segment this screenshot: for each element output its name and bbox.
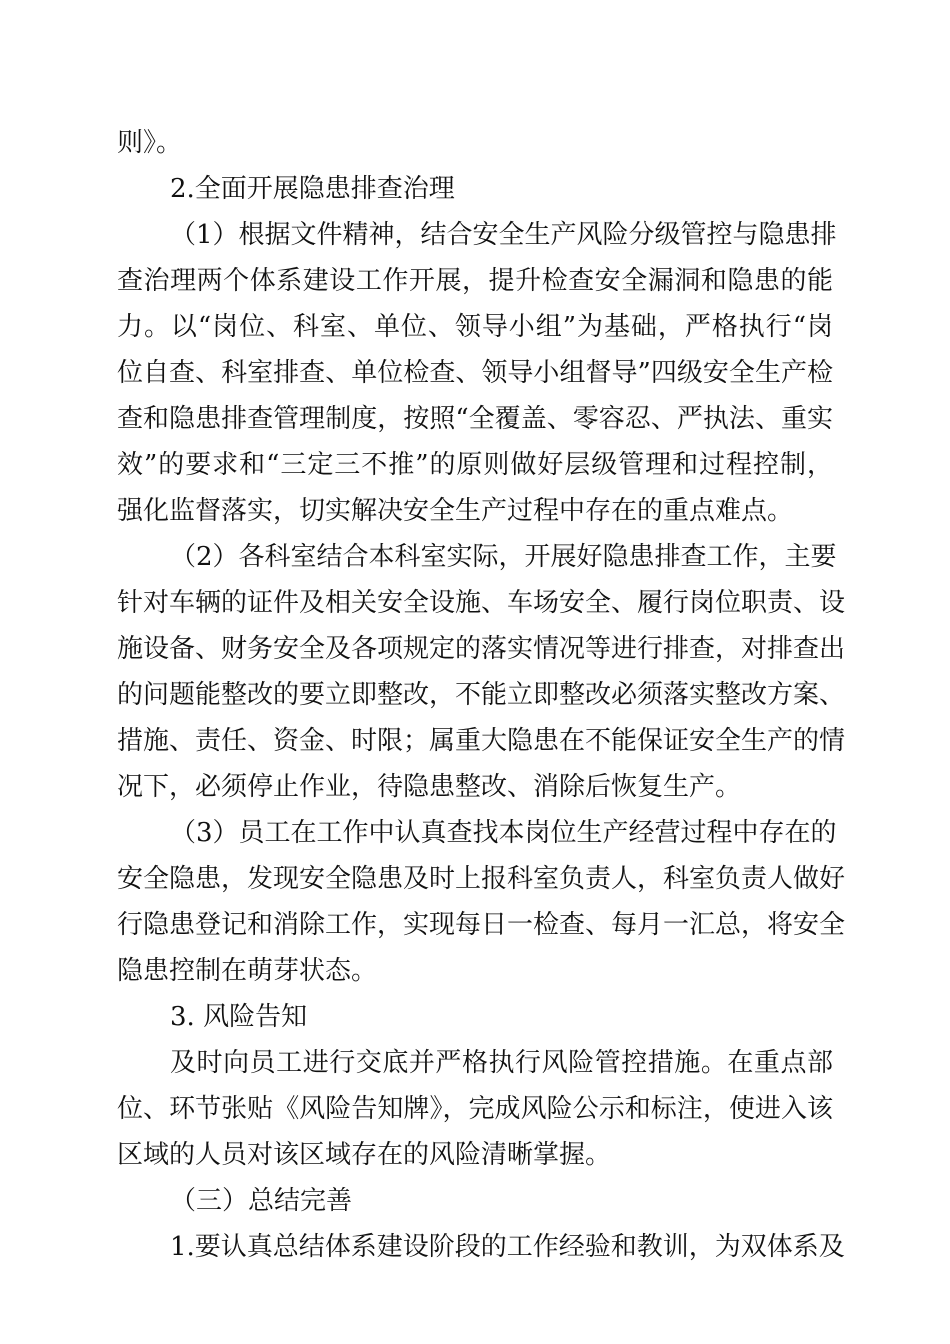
paragraph-line: 针对车辆的证件及相关安全设施、车场安全、履行岗位职责、设 (117, 588, 846, 618)
paragraph-line: 位自查、科室排查、单位检查、领导小组督导”四级安全生产检 (117, 358, 833, 388)
paragraph-line: （1）根据文件精神，结合安全生产风险分级管控与隐患排 (170, 220, 837, 250)
paragraph-line: 行隐患登记和消除工作，实现每日一检查、每月一汇总，将安全 (117, 910, 846, 940)
section-heading: 2.全面开展隐患排查治理 (170, 174, 455, 204)
text-line: 则》。 (117, 128, 183, 158)
paragraph-line: 隐患控制在萌芽状态。 (117, 956, 378, 986)
paragraph-line: 况下，必须停止作业，待隐患整改、消除后恢复生产。 (117, 772, 742, 802)
section-heading: 3. 风险告知 (170, 1002, 308, 1032)
paragraph-line: 区域的人员对该区域存在的风险清晰掌握。 (117, 1140, 612, 1170)
paragraph-line: 及时向员工进行交底并严格执行风险管控措施。在重点部 (170, 1048, 833, 1078)
paragraph-line: 的问题能整改的要立即整改，不能立即整改必须落实整改方案、 (117, 680, 846, 710)
paragraph-line: 强化监督落实，切实解决安全生产过程中存在的重点难点。 (117, 496, 794, 526)
paragraph-line: 安全隐患，发现安全隐患及时上报科室负责人，科室负责人做好 (117, 864, 846, 894)
paragraph-line: 位、环节张贴《风险告知牌》，完成风险公示和标注，使进入该 (117, 1094, 833, 1124)
paragraph-line: 施设备、财务安全及各项规定的落实情况等进行排查，对排查出 (117, 634, 846, 664)
paragraph-line: 效”的要求和“三定三不推”的原则做好层级管理和过程控制， (117, 450, 833, 480)
section-heading: （三）总结完善 (170, 1186, 353, 1216)
paragraph-line: （2）各科室结合本科室实际，开展好隐患排查工作，主要 (170, 542, 837, 572)
paragraph-line: 1.要认真总结体系建设阶段的工作经验和教训，为双体系及 (170, 1232, 845, 1262)
paragraph-line: （3）员工在工作中认真查找本岗位生产经营过程中存在的 (170, 818, 837, 848)
paragraph-line: 力。以“岗位、科室、单位、领导小组”为基础，严格执行“岗 (117, 312, 833, 342)
paragraph-line: 查和隐患排查管理制度，按照“全覆盖、零容忍、严执法、重实 (117, 404, 833, 434)
paragraph-line: 措施、责任、资金、时限；属重大隐患在不能保证安全生产的情 (117, 726, 846, 756)
paragraph-line: 查治理两个体系建设工作开展，提升检查安全漏洞和隐患的能 (117, 266, 833, 296)
